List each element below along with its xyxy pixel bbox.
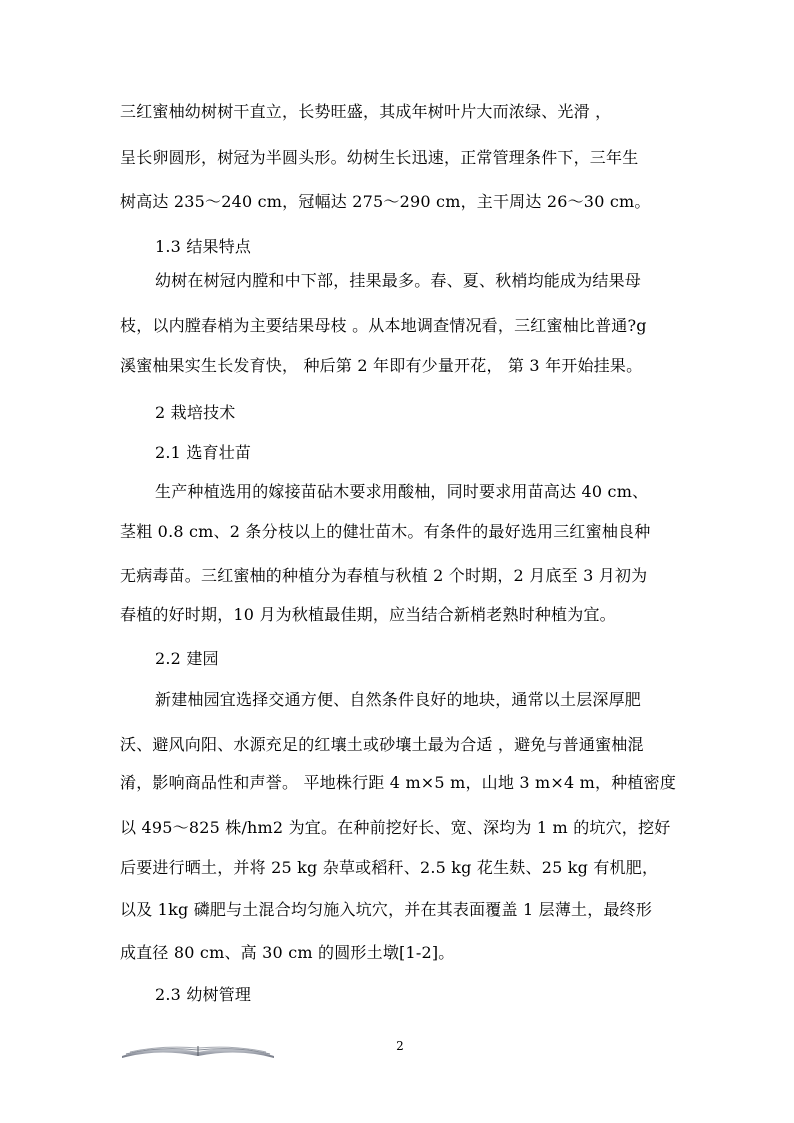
body-line: 以及 1kg 磷肥与土混合均匀施入坑穴，并在其表面覆盖 1 层薄土，最终形 [120,900,653,919]
body-line: 淆，影响商品性和声誉。 平地株行距 4 m×5 m，山地 3 m×4 m，种植密度 [120,773,677,792]
section-heading-2-1: 2.1 选育壮苗 [155,443,252,462]
body-line: 生产种植选用的嫁接苗砧木要求用酸柚，同时要求用苗高达 40 cm、 [155,482,649,501]
body-line: 后要进行晒土，并将 25 kg 杂草或稻秆、2.5 kg 花生麸、25 kg 有机肥， [120,858,659,877]
body-line: 成直径 80 cm、高 30 cm 的圆形土墩[1-2]。 [120,943,455,962]
body-line: 枝，以内膛春梢为主要结果母枝 。从本地调查情况看，三红蜜柚比普通?g [120,316,647,335]
body-line: 幼树在树冠内膛和中下部，挂果最多。春、夏、秋梢均能成为结果母 [155,271,642,290]
open-book-icon [118,1038,278,1060]
body-line: 茎粗 0.8 cm、2 条分枝以上的健壮苗木。有条件的最好选用三红蜜柚良种 [120,522,651,541]
body-line: 以 495～825 株/hm2 为宜。在种前挖好长、宽、深均为 1 m 的坑穴，挖好 [120,818,671,837]
section-heading-1-3: 1.3 结果特点 [155,237,252,256]
section-heading-2-2: 2.2 建园 [155,649,219,668]
section-heading-2: 2 栽培技术 [155,403,236,422]
body-line: 树高达 235～240 cm，冠幅达 275～290 cm，主干周达 26～30 cm。 [120,192,651,211]
body-line: 三红蜜柚幼树树干直立，长势旺盛，其成年树叶片大而浓绿、光滑 ， [120,102,612,121]
body-line: 春植的好时期，10 月为秋植最佳期，应当结合新梢老熟时种植为宜。 [120,605,616,624]
body-line: 沃、避风向阳、水源充足的红壤土或砂壤土最为合适 ，避免与普通蜜柚混 [120,735,644,754]
section-heading-2-3: 2.3 幼树管理 [155,985,252,1004]
page-number: 2 [396,1039,404,1053]
body-line: 新建柚园宜选择交通方便、自然条件良好的地块，通常以土层深厚肥 [155,690,642,709]
body-line: 溪蜜柚果实生长发育快， 种后第 2 年即有少量开花， 第 3 年开始挂果。 [120,356,643,375]
body-line: 呈长卵圆形，树冠为半圆头形。幼树生长迅速，正常管理条件下，三年生 [120,148,639,167]
body-line: 无病毒苗。三红蜜柚的种植分为春植与秋植 2 个时期，2 月底至 3 月初为 [120,566,648,585]
